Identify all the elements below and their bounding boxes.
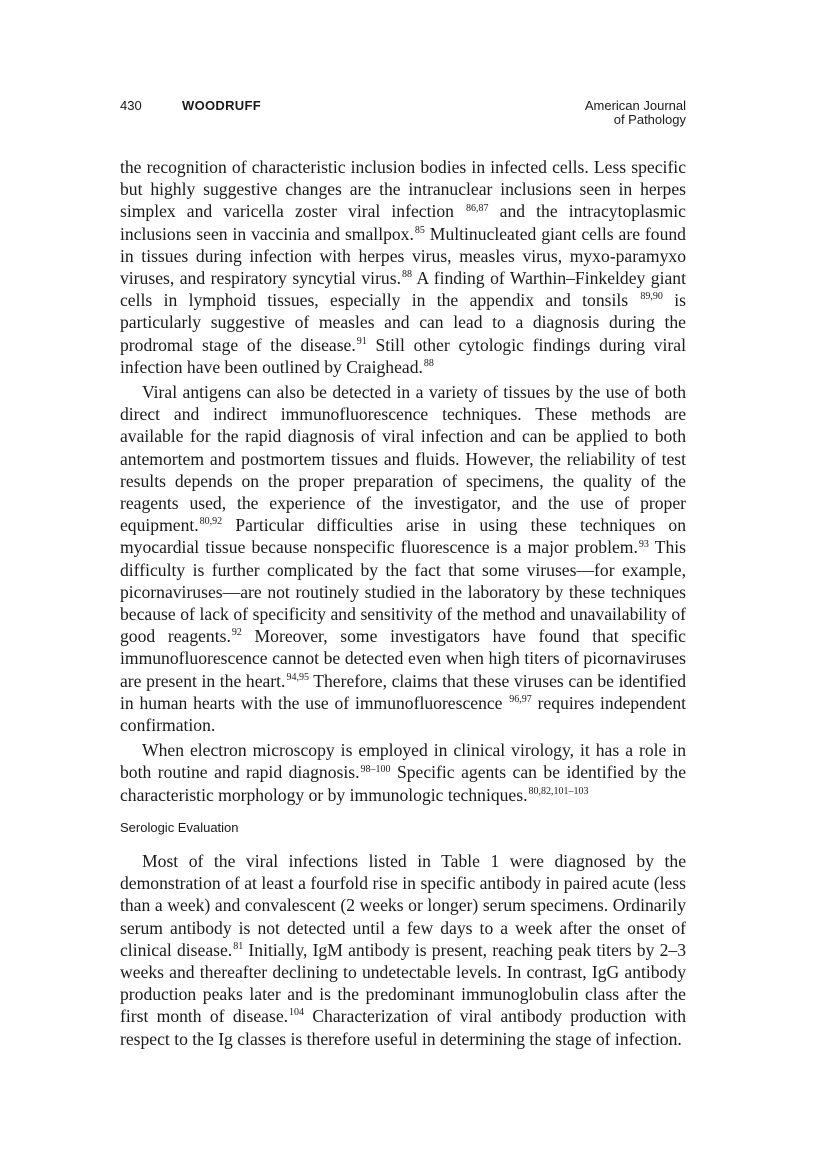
paragraph-group-main: [120, 156, 686, 806]
paragraph-text: Most of the viral infections listed in Table 1 were diagnosed by the demonstration of at least a fourfold rise in specific antibody in paired acute (less than a week) and convalescent (2 weeks or longer) serum specimens. Ordinarily serum antibody is not detected until a few days to a week after the onset of clinical disease.: [120, 850, 686, 960]
citation-superscript: 88: [401, 269, 412, 281]
paragraph-text: Therefore, claims that these viruses can be identified in human hearts with the use of immunofluorescence: [120, 670, 686, 713]
paragraph-text: When electron microscopy is employed in clinical virology, it has a role in both routine and rapid diagnosis.: [120, 740, 686, 783]
citation-superscript: 80,92: [199, 516, 223, 528]
citation-superscript: 89,90: [640, 291, 663, 303]
body-paragraph: [120, 156, 686, 378]
citation-superscript: 80,82,101–103: [528, 785, 589, 797]
paragraph-text: Still other cytologic findings during viral infection have been outlined by Craighead.: [120, 334, 686, 377]
paragraph-text: This difficulty is further complicated by the fact that some viruses—for example, picornaviruses—are not routinely studied in the laboratory by these techniques because of lack of specificity and sensitivity of the method and unavailability of good reagents.: [120, 537, 686, 647]
body-paragraph: [120, 850, 686, 1050]
article-body: [120, 156, 686, 1050]
paragraph-text: Particular difficulties arise in using these techniques on myocardial tissue because nonspecific fluorescence is a major problem.: [120, 515, 686, 558]
running-author: WOODRUFF: [182, 98, 261, 113]
paragraph-group-serologic: [120, 850, 686, 1050]
citation-superscript: 88: [423, 357, 434, 369]
paragraph-text: Viral antigens can also be detected in a variety of tissues by the use of both direct and indirect immunofluorescence techniques. These methods are available for the rapid diagnosis of viral infection and can be applied to both antemortem and postmortem tissues and fluids. However, the reliability of test results depends on the proper preparation of specimens, the quality of the reagents used, the experience of the investigator, and the use of proper equipment.: [120, 382, 686, 536]
section-heading: Serologic Evaluation: [120, 819, 239, 835]
citation-superscript: 104: [289, 1007, 305, 1019]
paragraph-text: A finding of Warthin–Finkeldey giant cells in lymphoid tissues, especially in the appendix and tonsils: [120, 268, 686, 311]
body-paragraph: [120, 381, 686, 736]
paragraph-text: Initially, IgM antibody is present, reaching peak titers by 2–3 weeks and thereafter declining to undetectable levels. In contrast, IgG antibody production peaks later and is the predominant immunoglobulin class after the first month of disease.: [120, 939, 686, 1027]
paragraph-text: the recognition of characteristic inclusion bodies in infected cells. Less specific but highly suggestive changes are the intranuclear inclusions seen in herpes simplex and varicella zoster viral infection: [120, 157, 686, 222]
citation-superscript: 92: [231, 627, 242, 639]
paragraph-text: and the intracytoplasmic inclusions seen in vaccinia and smallpox.: [120, 201, 686, 244]
paragraph-text: Specific agents can be identified by the characteristic morphology or by immunologic techniques.: [120, 762, 686, 805]
citation-superscript: 94,95: [286, 671, 309, 683]
citation-superscript: 93: [638, 538, 649, 550]
citation-superscript: 98–100: [360, 763, 391, 775]
paragraph-text: requires independent confirmation.: [120, 692, 686, 736]
citation-superscript: 85: [414, 224, 425, 236]
paragraph-text: is particularly suggestive of measles and can lead to a diagnosis during the prodromal stage of the disease.: [120, 290, 686, 355]
citation-superscript: 96,97: [509, 694, 532, 706]
citation-superscript: 86,87: [466, 202, 489, 214]
paragraph-text: Multinucleated giant cells are found in tissues during infection with herpes virus, measles virus, myxo-paramyxo viruses, and respiratory syncytial virus.: [120, 223, 686, 289]
page-number: 430: [120, 98, 142, 113]
paragraph-text: Moreover, some investigators have found that specific immunofluorescence cannot be detected even when high titers of picornaviruses are present in the heart.: [120, 626, 686, 691]
running-header: [120, 99, 686, 135]
body-paragraph: [120, 739, 686, 806]
citation-superscript: 81: [233, 940, 244, 952]
citation-superscript: 91: [356, 335, 367, 347]
journal-title: American Journal of Pathology: [584, 98, 686, 127]
paragraph-text: Characterization of viral antibody production with respect to the Ig classes is therefore useful in determining the stage of infection.: [120, 1006, 686, 1049]
